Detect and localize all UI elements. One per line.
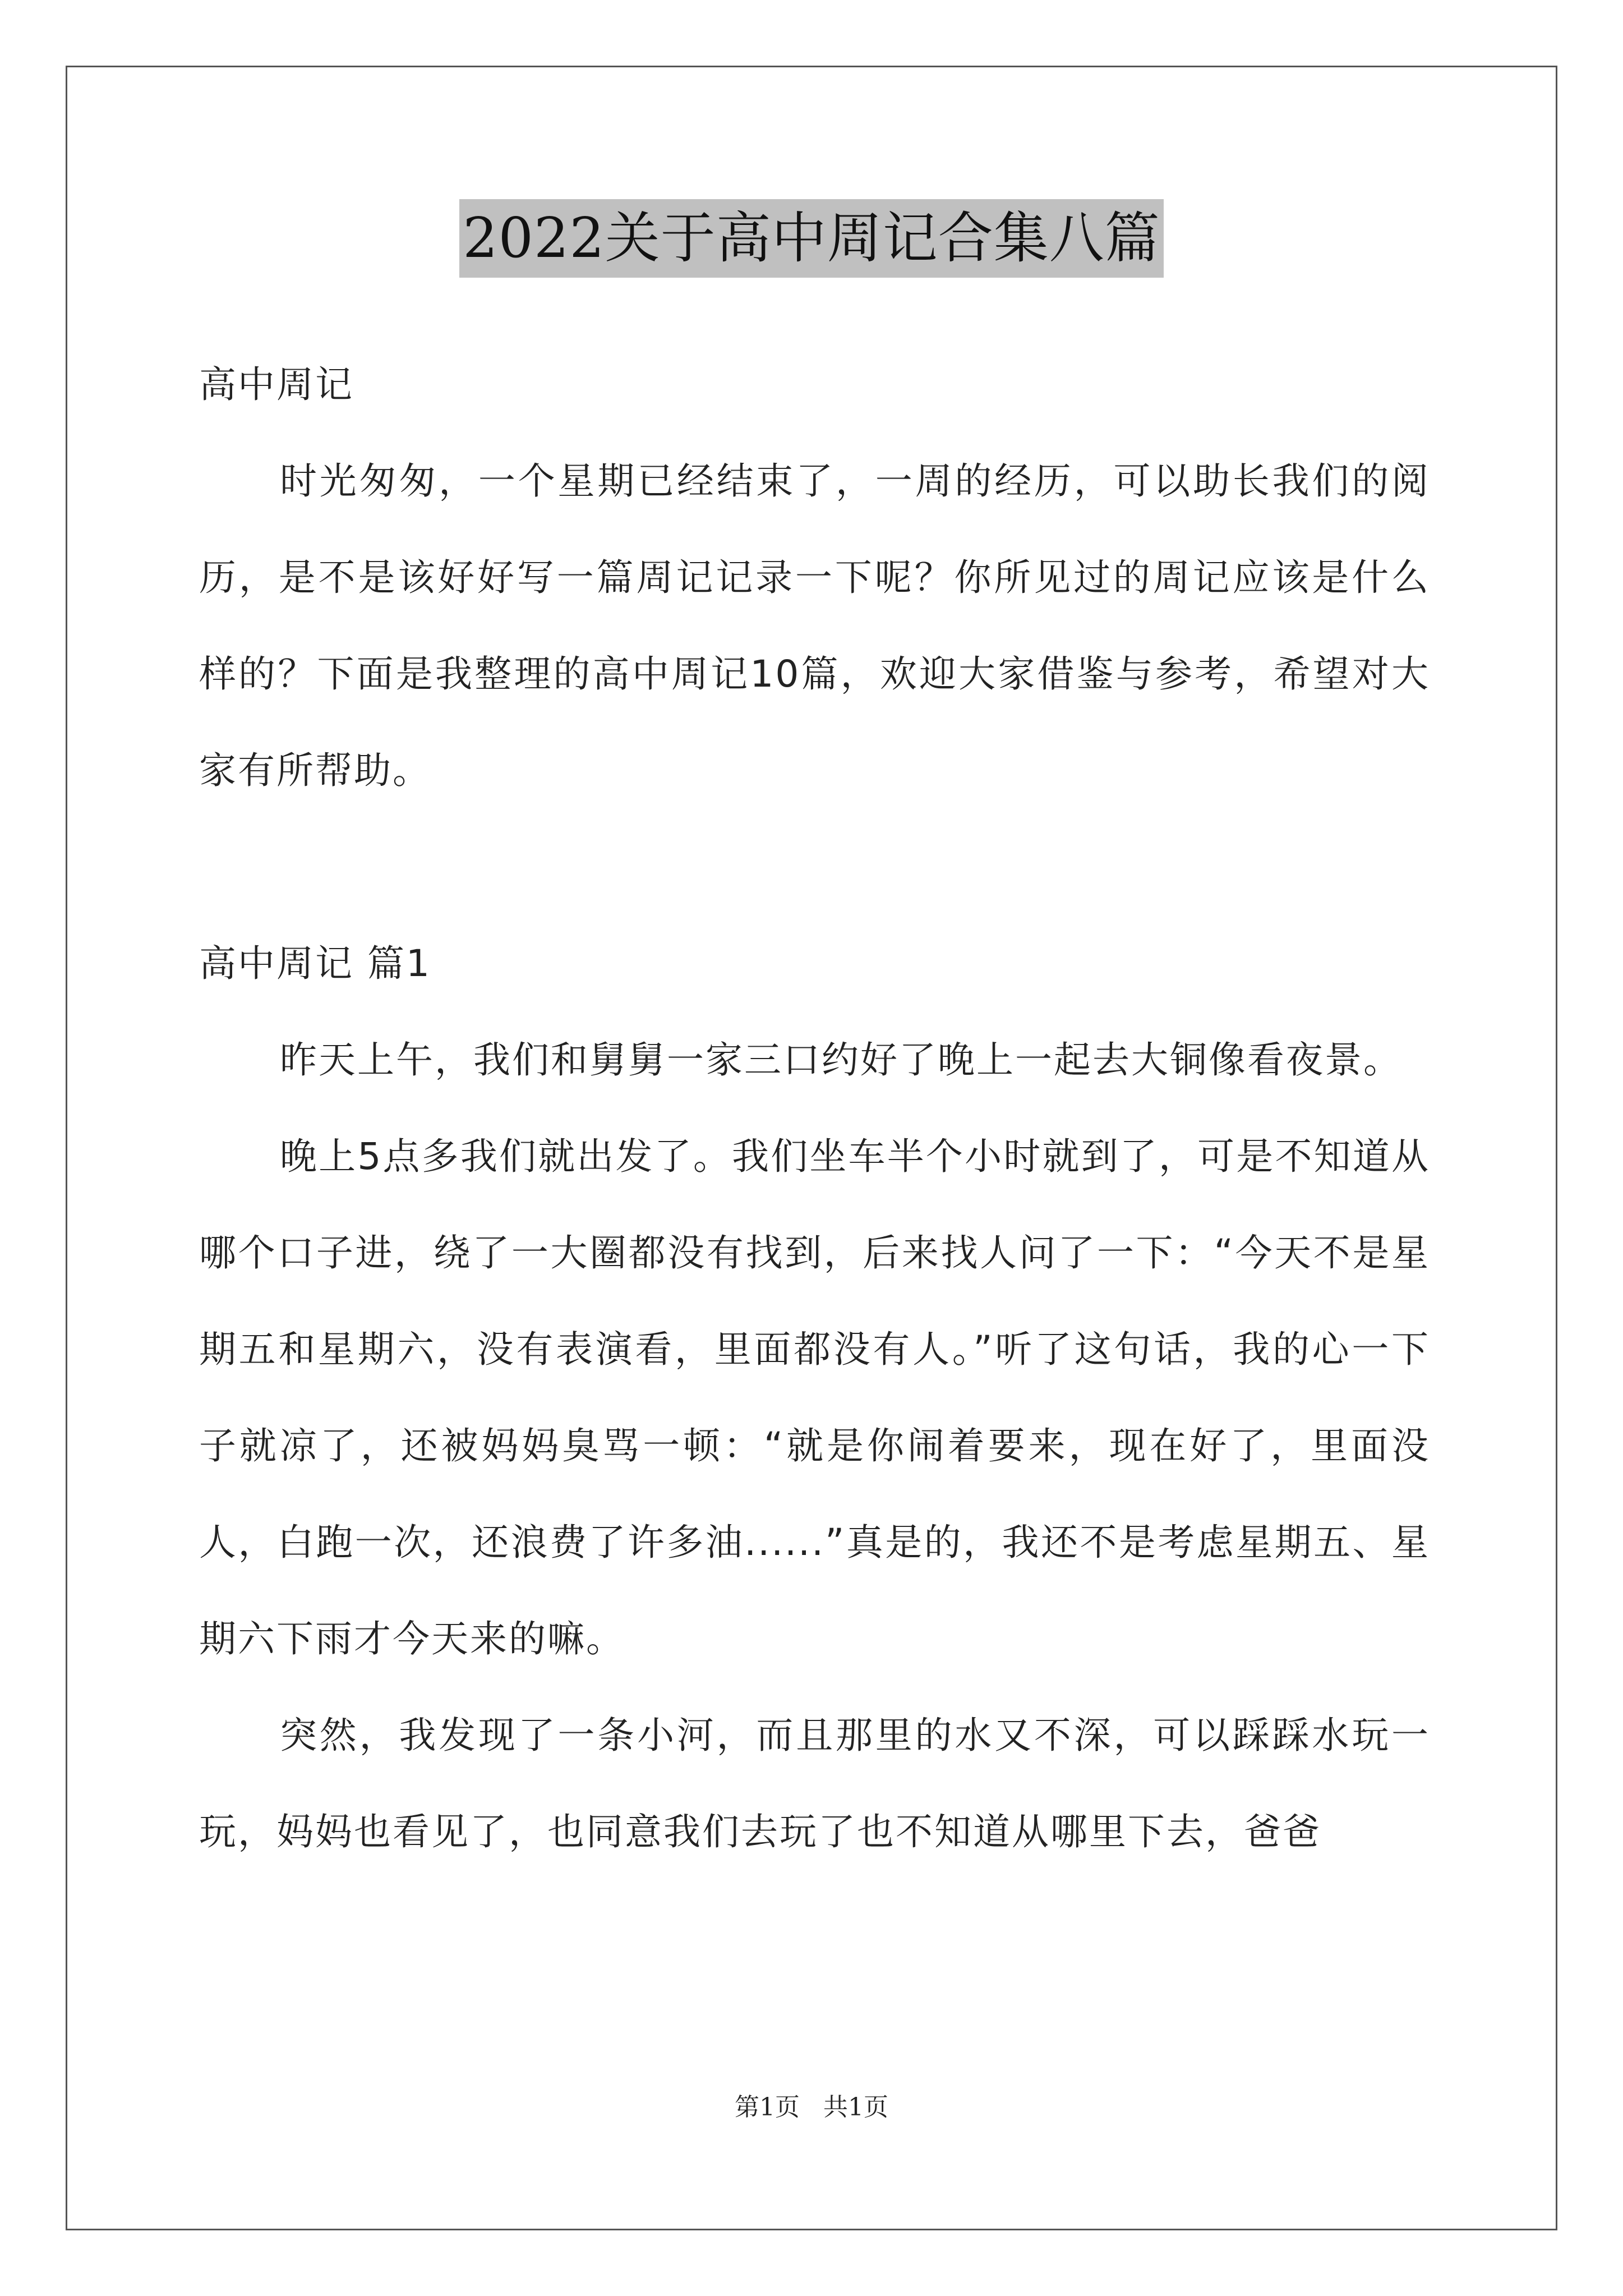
total-pages: 共1页	[823, 2093, 888, 2122]
intro-paragraph: 时光匆匆，一个星期已经结束了，一周的经历，可以助长我们的阅历，是不是该好好写一篇周记记录一下呢？你所见过的周记应该是什么样的？下面是我整理的高中周记10篇，欢迎大家借鉴与参考，希望对大家有所帮助。	[199, 459, 1430, 792]
intro-heading: 高中周记	[199, 363, 354, 406]
paragraph: 突然，我发现了一条小河，而且那里的水又不深，可以踩踩水玩一玩，妈妈也看见了，也同意我们去玩了也不知道从哪里下去，爸爸	[199, 1714, 1430, 1853]
paragraph: 昨天上午，我们和舅舅一家三口约好了晚上一起去大铜像看夜景。	[280, 1038, 1402, 1082]
page-footer	[0, 2087, 1623, 2123]
document-title: 2022关于高中周记合集八篇	[459, 199, 1163, 278]
document-body	[199, 337, 1430, 1880]
paragraph: 晚上5点多我们就出发了。我们坐车半个小时就到了，可是不知道从哪个口子进，绕了一大圈都没有找到，后来找人问了一下：“今天不是星期五和星期六，没有表演看，里面都没有人。”听了这句话，我的心一下子就凉了，还被妈妈臭骂一顿：“就是你闹着要来，现在好了，里面没人，白跑一次，还浪费了许多油......”真是的，我还不是考虑星期五、星期六下雨才今天来的嘛。	[199, 1135, 1430, 1660]
title-container	[0, 199, 1623, 278]
page-number: 第1页	[735, 2093, 800, 2122]
section-heading: 高中周记 篇1	[199, 942, 431, 985]
section-spacer	[199, 819, 1430, 915]
